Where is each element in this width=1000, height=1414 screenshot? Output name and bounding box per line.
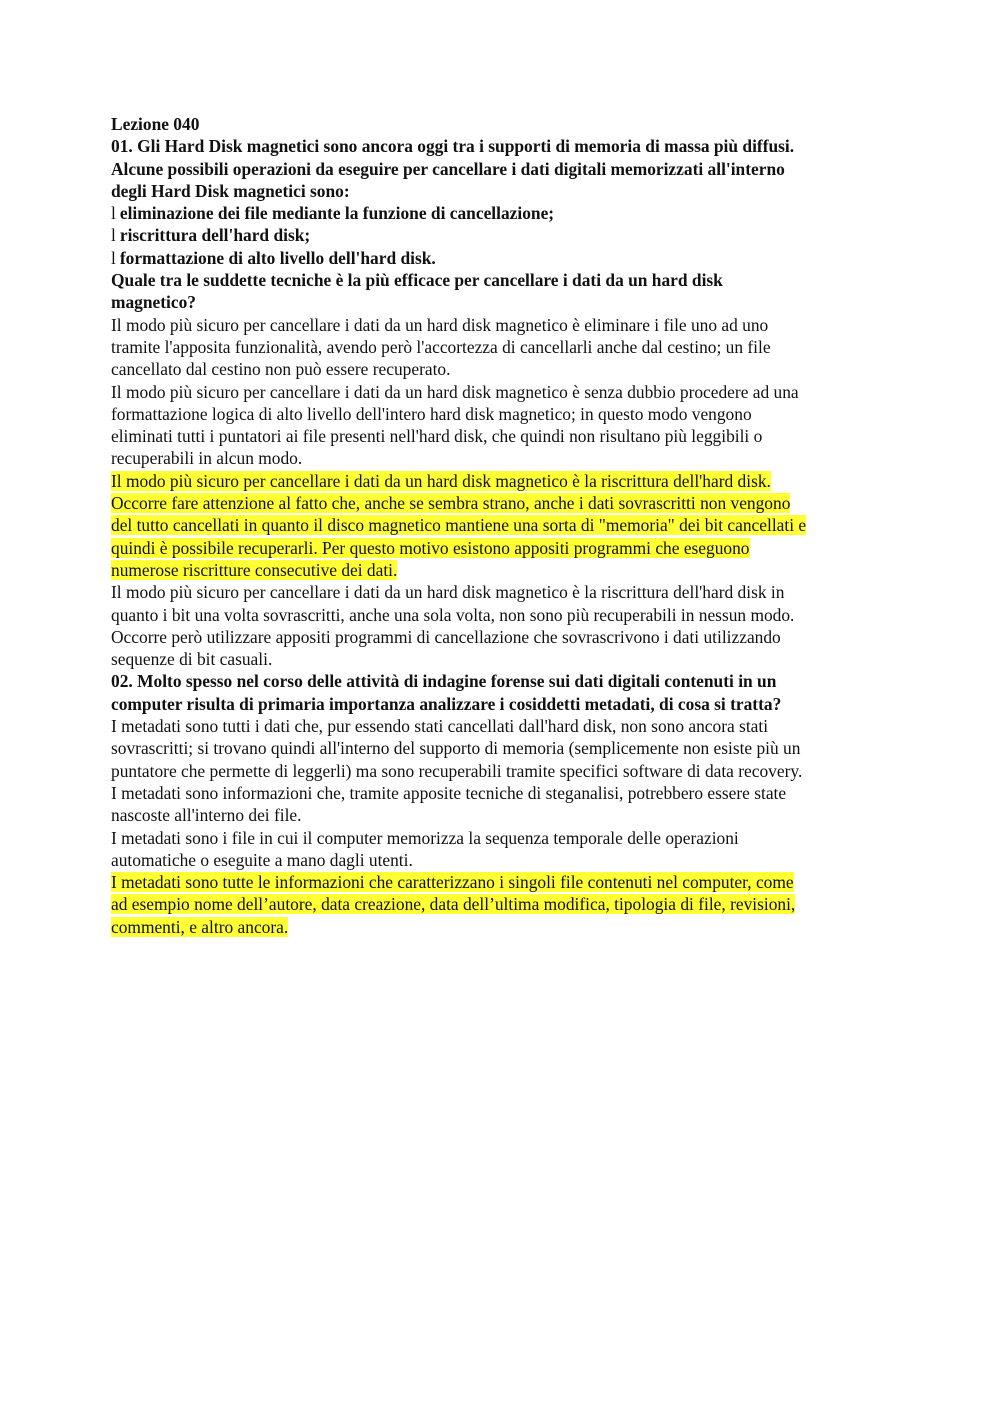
answer-line: sovrascritti; si trovano quindi all'interno del supporto di memoria (semplicemente non esiste più un (111, 738, 801, 759)
correct-answer-option (111, 871, 901, 938)
highlighted-answer-line: commenti, e altro ancora. (111, 916, 289, 937)
bullet-item (111, 224, 901, 246)
answer-line: sequenze di bit casuali. (111, 649, 273, 670)
answer-option (111, 782, 901, 827)
bullet-marker: l (111, 225, 116, 246)
answer-line: automatiche o eseguite a mano dagli utenti. (111, 849, 413, 870)
bullet-item (111, 247, 901, 269)
highlighted-answer-line: del tutto cancellati in quanto il disco magnetico mantiene una sorta di "memoria" dei bit cancellati e (111, 515, 807, 536)
question-1-prompt-line: magnetico? (111, 292, 197, 313)
highlighted-answer-line: ad esempio nome dell’autore, data creazione, data dell’ultima modifica, tipologia di file, revisioni, (111, 894, 796, 915)
answer-line: Il modo più sicuro per cancellare i dati da un hard disk magnetico è senza dubbio procedere ad una (111, 381, 799, 402)
answer-line: quanto i bit una volta sovrascritti, anche una sola volta, non sono più recuperabili in nessun modo. (111, 604, 795, 625)
question-1-intro-line: degli Hard Disk magnetici sono: (111, 180, 350, 201)
question-1-intro-line: Alcune possibili operazioni da eseguire per cancellare i dati digitali memorizzati all'interno (111, 158, 785, 179)
bullet-marker: l (111, 247, 116, 268)
question-1-prompt-line: Quale tra le suddette tecniche è la più efficace per cancellare i dati da un hard disk (111, 270, 723, 291)
answer-option (111, 715, 901, 782)
answer-line: nascoste all'interno dei file. (111, 805, 302, 826)
question-1 (111, 135, 901, 670)
question-1-intro-line: 01. Gli Hard Disk magnetici sono ancora oggi tra i supporti di memoria di massa più diffusi. (111, 136, 795, 157)
answer-line: eliminati tutti i puntatori ai file presenti nell'hard disk, che quindi non risultano più leggibili o (111, 426, 763, 447)
bullet-text: riscrittura dell'hard disk; (119, 225, 311, 246)
answer-line: I metadati sono tutti i dati che, pur essendo stati cancellati dall'hard disk, non sono ancora stati (111, 716, 769, 737)
highlighted-answer-line: Occorre fare attenzione al fatto che, anche se sembra strano, anche i dati sovrascritti non vengono (111, 493, 791, 514)
answer-line: puntatore che permette di leggerli) ma sono recuperabili tramite specifici software di data recovery. (111, 760, 803, 781)
lesson-title: Lezione 040 (111, 114, 200, 134)
bullet-text: formattazione di alto livello dell'hard disk. (119, 247, 436, 268)
answer-line: I metadati sono informazioni che, tramite apposite tecniche di steganalisi, potrebbero essere state (111, 782, 787, 803)
question-2 (111, 670, 901, 938)
document-page (111, 113, 901, 938)
bullet-marker: l (111, 203, 116, 224)
answer-option (111, 581, 901, 670)
answer-line: Il modo più sicuro per cancellare i dati da un hard disk magnetico è eliminare i file uno ad uno (111, 314, 769, 335)
highlighted-answer-line: Il modo più sicuro per cancellare i dati da un hard disk magnetico è la riscrittura dell'hard disk. (111, 470, 771, 491)
highlighted-answer-line: I metadati sono tutte le informazioni che caratterizzano i singoli file contenuti nel computer, come (111, 872, 794, 893)
answer-line: Il modo più sicuro per cancellare i dati da un hard disk magnetico è la riscrittura dell'hard disk in (111, 582, 785, 603)
answer-option (111, 827, 901, 872)
question-2-prompt-line: 02. Molto spesso nel corso delle attività di indagine forense sui dati digitali contenuti in un (111, 671, 777, 692)
answer-line: recuperabili in alcun modo. (111, 448, 303, 469)
answer-option (111, 314, 901, 381)
answer-line: formattazione logica di alto livello dell'intero hard disk magnetico; in questo modo vengono (111, 403, 752, 424)
answer-line: tramite l'apposita funzionalità, avendo però l'accortezza di cancellarli anche dal cestino; un file (111, 336, 771, 357)
answer-option (111, 381, 901, 470)
highlighted-answer-line: numerose riscritture consecutive dei dati. (111, 559, 398, 580)
bullet-text: eliminazione dei file mediante la funzione di cancellazione; (119, 203, 555, 224)
answer-line: cancellato dal cestino non può essere recuperato. (111, 359, 451, 380)
correct-answer-option (111, 470, 901, 581)
question-2-prompt-line: computer risulta di primaria importanza analizzare i cosiddetti metadati, di cosa si tratta? (111, 693, 782, 714)
bullet-item (111, 202, 901, 224)
answer-line: Occorre però utilizzare appositi programmi di cancellazione che sovrascrivono i dati utilizzando (111, 626, 781, 647)
answer-line: I metadati sono i file in cui il computer memorizza la sequenza temporale delle operazioni (111, 827, 739, 848)
highlighted-answer-line: quindi è possibile recuperarli. Per questo motivo esistono appositi programmi che eseguono (111, 537, 750, 558)
